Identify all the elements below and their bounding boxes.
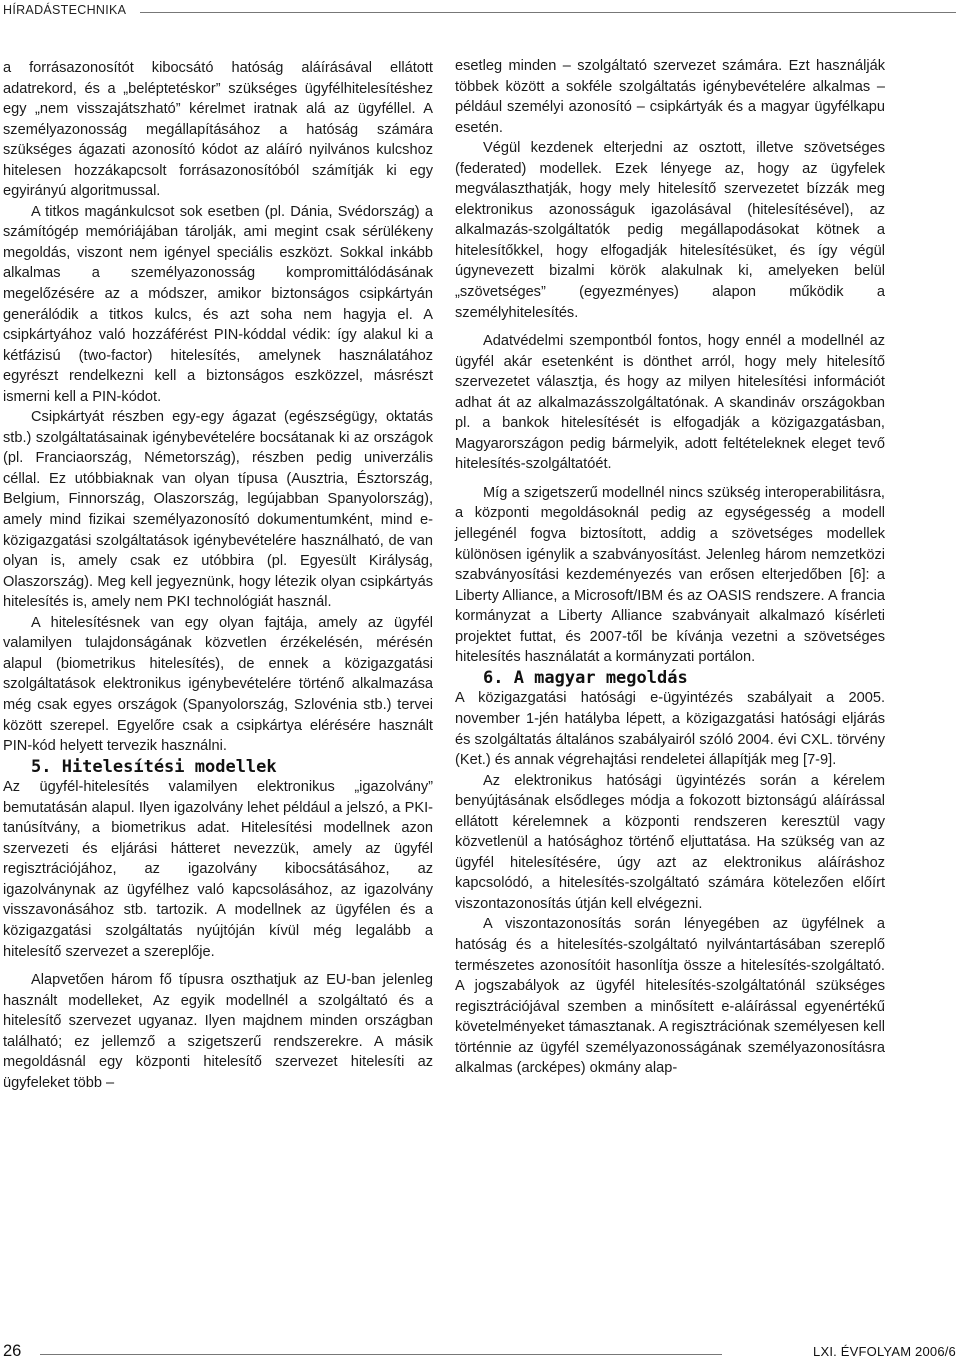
paragraph: Míg a szigetszerű modellnél nincs szükség interoperabilitásra, a központi megoldásoknál pedig az egységesség a modell jellegénél fogva biztosított, addig a szövetséges modellek különösen igénylik a szabványosítást. Jelenleg három nemzetközi szabványosítási kezdeményezés van erősen elterjedőben [6]: a Liberty Alliance, a Microsoft/IBM és az OASIS rendszere. A francia kormányzat a Liberty Alliance szabványait alkalmazó kísérleti projektet futtat, és 2007-től be kívánja vezetni a szövetséges hitelesítés használatát a kormányzati portálon. <box>455 484 885 666</box>
running-header <box>0 0 960 22</box>
section-heading: 6. A magyar megoldás <box>483 667 688 688</box>
paragraph: Csipkártyát részben egy-egy ágazat (egészségügy, oktatás stb.) szolgáltatásainak igénybevételére bocsátanak ki az országok (pl. Franciaország, Németország), részben pedig univerzális céllal. Ez utóbbiaknak van olyan típusa (Ausztria, Észtország, Belgium, Finnország, Olaszország, legújabban Spanyolország), amely mind fizikai személyazonosító dokumentumként, mind e-közigazgatási szolgáltatások igénybevételére használható, de van olyan is, amely csak ez utóbbira (pl. Egyesült Királyság, Olaszország). Meg kell jegyeznünk, hogy létezik olyan csipkártyás hitelesítés is, amely nem PKI technológiát használ. <box>3 409 433 611</box>
page-number: 26 <box>3 1342 22 1360</box>
paragraph: Az elektronikus hatósági ügyintézés során a kérelem benyújtásának elsődleges módja a fokozott biztonságú aláírással ellátott kérelemnek a központi rendszeren keresztül vagy közvetlenül a hatósághoz történő eljuttatása. Ha szükség van az ügyfél hitelesítésére, úgy azt az elektronikus aláíráshoz kapcsolódó, a hitelesítés-szolgáltató számára kötelezően előírt viszontazonosítás útján kell elvégezni. <box>455 772 885 912</box>
right-column <box>455 56 885 1079</box>
section-heading: 5. Hitelesítési modellek <box>31 756 277 777</box>
volume-label: LXI. ÉVFOLYAM 2006/6 <box>813 1344 956 1359</box>
paragraph: Végül kezdenek elterjedni az osztott, illetve szövetséges (federated) modellek. Ezek lényege az, hogy az ügyfelek megválaszthatják, hogy mely hitelesítő szervezetet bízzák meg elektronikus azonosságuk igazolásával (hitelesítésével), az alkalmazás-szolgáltatók pedig megállapodásokat kötnek a hitelesítőkkel, hogy elfogadják hitelesítésüket, és így végül úgynevezett bizalmi körök alakulnak ki, amelyeken belül „szövetséges” (egyezményes) alapon működik a személyhitelesítés. <box>455 140 885 321</box>
footer-rule <box>40 1354 722 1355</box>
paragraph: a forrásazonosítót kibocsátó hatóság aláírásával ellátott adatrekord, és a „beléptetéskor” szükséges ügyfélhitelesítéshez egy „nem visszajátszható” kérelmet iratnak alá az ügyféllel. A személyazonosság megállapításához a hatóság számára szükséges ágazati azonosító kódot az aláíró nyilvános kulcshoz hitelesen hozzákapcsolt forrásazonosítóból számítják ki egy egyirányú algoritmussal. <box>3 60 433 200</box>
paragraph: A titkos magánkulcsot sok esetben (pl. Dánia, Svédország) a számítógép memóriájában tárolják, ami megint csak sérülékeny megoldás, viszont nem igényel speciális eszközt. Sokkal inkább alkalmas a személyazonosság kompromittálódásának megelőzésére az a módszer, amikor biztonságos csipkártyán generálódik a titkos kulcs, és azt soha nem hagyja el. A csipkártyához való hozzáférést PIN-kóddal védik: így alakul ki a kétfázisú (two-factor) hitelesítés, amelynek használatához egyrészt rendelkezni kell a biztonságos eszközzel, másrészt ismerni kell a PIN-kódot. <box>3 203 433 405</box>
header-rule <box>140 12 956 13</box>
running-footer <box>0 1338 960 1364</box>
journal-name: HÍRADÁSTECHNIKA <box>3 3 127 17</box>
paragraph: Alapvetően három fő típusra oszthatjuk az EU-ban jelenleg használt modelleket, Az egyik modellnél a szolgáltató és a hitelesítő szervezet ugyanaz. Ilyen majdnem minden országban található; ez jellemző a szigetszerű rendszerekre. A másik megoldásnál egy központi hitelesítő szervezet hitelesíti az ügyfeleket több – <box>3 972 433 1091</box>
paragraph: esetleg minden – szolgáltató szervezet számára. Ezt használják többek között a sokféle szolgáltatás igénybevételére alkalmas – például személyi azonosító – csipkártyák és a magyar ügyfélkapu esetén. <box>455 58 885 136</box>
paragraph: A hitelesítésnek van egy olyan fajtája, amely az ügyfél valamilyen tulajdonságának közvetlen érzékelésén, mérésén alapul (biometrikus hitelesítés), de ennek a közigazgatási szolgáltatások elektronikus igénybevételére történő alkalmazása még csak egyes országok (Spanyolország, Szlovénia stb.) tervei között szerepel. Egyelőre csak a csipkártya elérésére használt PIN-kód helyett tervezik használni. <box>3 614 433 755</box>
left-column <box>3 58 433 1093</box>
paragraph: Az ügyfél-hitelesítés valamilyen elektronikus „igazolvány” bemutatásán alapul. Ilyen igazolvány lehet például a jelszó, a PKI-tanúsítvány, a biometrikus adat. Hitelesítési modellnek azon szervezeti és eljárási hátteret nevezzük, amely az ügyfél regisztrációjához, az igazolvány kibocsátásához, az igazolványnak az ügyfélhez való kapcsolásához, az igazolvány visszavonásához stb. tartozik. A modellnek az ügyfélen és a közigazgatási szolgáltatás nyújtóján kívül még legalább a hitelesítő szervezet a szereplője. <box>3 779 433 960</box>
paragraph: Adatvédelmi szempontból fontos, hogy ennél a modellnél az ügyfél akár esetenként is dönthet arról, hogy mely hitelesítő szervezetet választja, és hogy az milyen hitelesítési információt adhat át az alkalmazásszolgáltatónak. A skandináv országokban pl. a bankok hitelesítését is elfogadják a közigazgatásban, Magyarországon pedig bármelyik, adott feltételeknek eleget tevő hitelesítés-szolgáltatóét. <box>455 333 885 473</box>
paragraph: A viszontazonosítás során lényegében az ügyfélnek a hatóság és a hitelesítés-szolgáltató nyilvántartásában szereplő természetes azonosítóit hasonlítja össze a hitelesítés-szolgáltató. A jogszabályok az ügyfél hitelesítés-szolgáltatónál szükséges regisztrációjával szemben a minősített e-aláírással egyenértékű követelményeket támasztanak. A regisztrációnak személyesen kell történnie az ügyfél személyazonosságának személyazonosításra alkalmas (arcképes) okmány alap- <box>455 916 885 1077</box>
paragraph: A közigazgatási hatósági e-ügyintézés szabályait a 2005. november 1-jén hatályba lépett, a közigazgatási hatósági eljárás és szolgáltatás általános szabályairól szóló 2004. évi CXL. törvény (Ket.) és annak végrehajtási rendeletei állapítják meg [7-9]. <box>455 690 885 769</box>
